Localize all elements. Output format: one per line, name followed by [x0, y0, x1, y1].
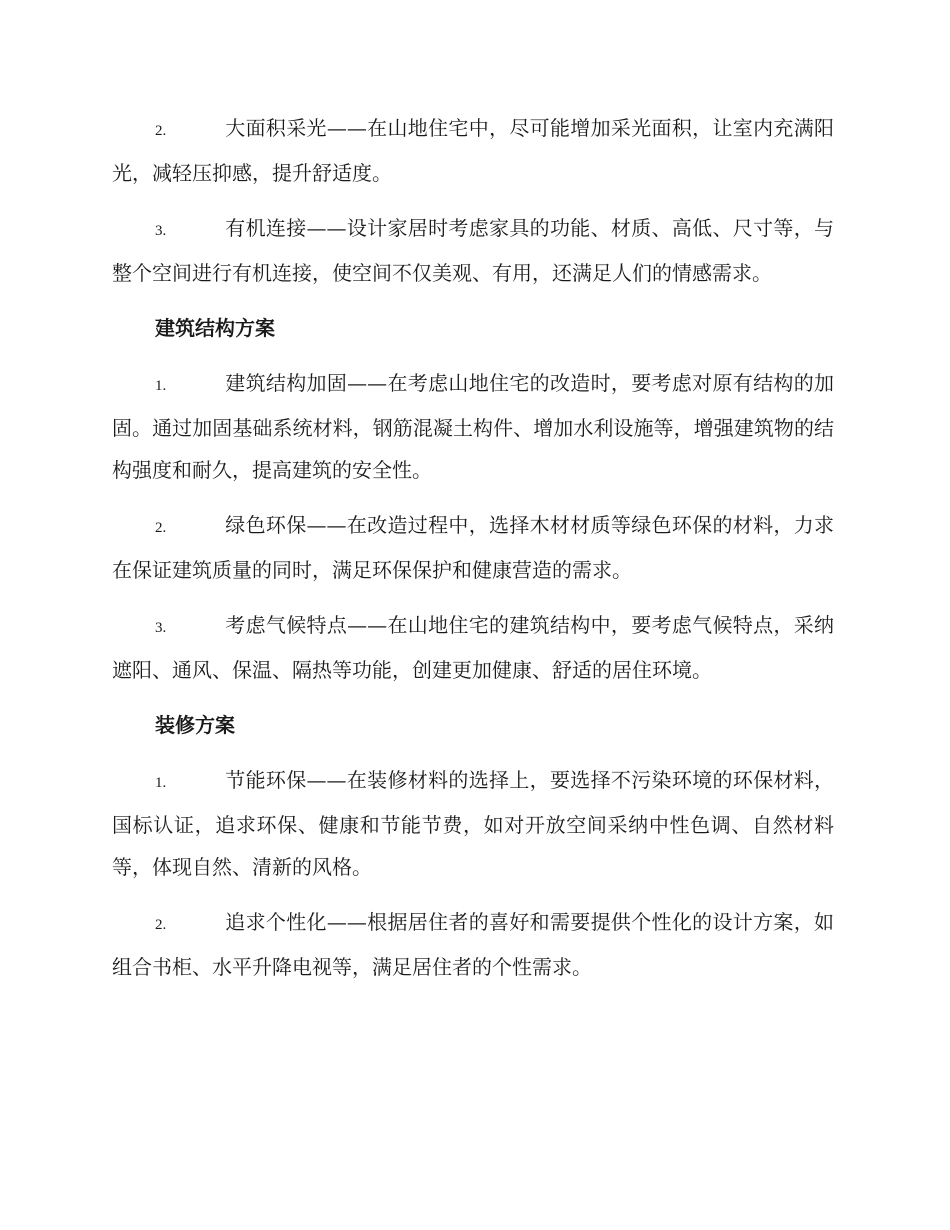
list-item	[112, 504, 834, 591]
list-item	[112, 901, 834, 988]
list-item	[112, 759, 834, 888]
section-heading-decoration: 装修方案	[155, 713, 235, 737]
list-text: 节能环保——在装修材料的选择上，要选择不污染环境的环保材料，国标认证，追求环保、健康和节能节费，如对开放空间采纳中性色调、自然材料等，体现自然、清新的风格。	[112, 768, 834, 879]
document-body	[112, 107, 834, 1001]
list-text: 大面积采光——在山地住宅中，尽可能增加采光面积，让室内充满阳光，减轻压抑感，提升舒适度。	[112, 116, 834, 185]
list-text: 绿色环保——在改造过程中，选择木材材质等绿色环保的材料，力求在保证建筑质量的同时，满足环保保护和健康营造的需求。	[112, 513, 834, 582]
list-number: 1.	[155, 775, 167, 791]
list-number: 3.	[155, 223, 167, 239]
section-heading-structure: 建筑结构方案	[155, 316, 275, 340]
list-number: 3.	[155, 620, 167, 636]
list-item	[112, 362, 834, 491]
list-number: 2.	[155, 917, 167, 933]
list-number: 2.	[155, 123, 167, 139]
list-item	[112, 207, 834, 294]
list-text: 考虑气候特点——在山地住宅的建筑结构中，要考虑气候特点，采纳遮阳、通风、保温、隔热等功能，创建更加健康、舒适的居住环境。	[112, 613, 834, 682]
list-text: 建筑结构加固——在考虑山地住宅的改造时，要考虑对原有结构的加固。通过加固基础系统材料，钢筋混凝土构件、增加水利设施等，增强建筑物的结构强度和耐久，提高建筑的安全性。	[112, 371, 834, 482]
list-number: 1.	[155, 378, 167, 394]
list-text: 追求个性化——根据居住者的喜好和需要提供个性化的设计方案，如组合书柜、水平升降电视等，满足居住者的个性需求。	[112, 910, 834, 979]
list-item	[112, 107, 834, 194]
list-item	[112, 604, 834, 691]
list-number: 2.	[155, 520, 167, 536]
list-text: 有机连接——设计家居时考虑家具的功能、材质、高低、尺寸等，与整个空间进行有机连接，使空间不仅美观、有用，还满足人们的情感需求。	[112, 216, 834, 285]
